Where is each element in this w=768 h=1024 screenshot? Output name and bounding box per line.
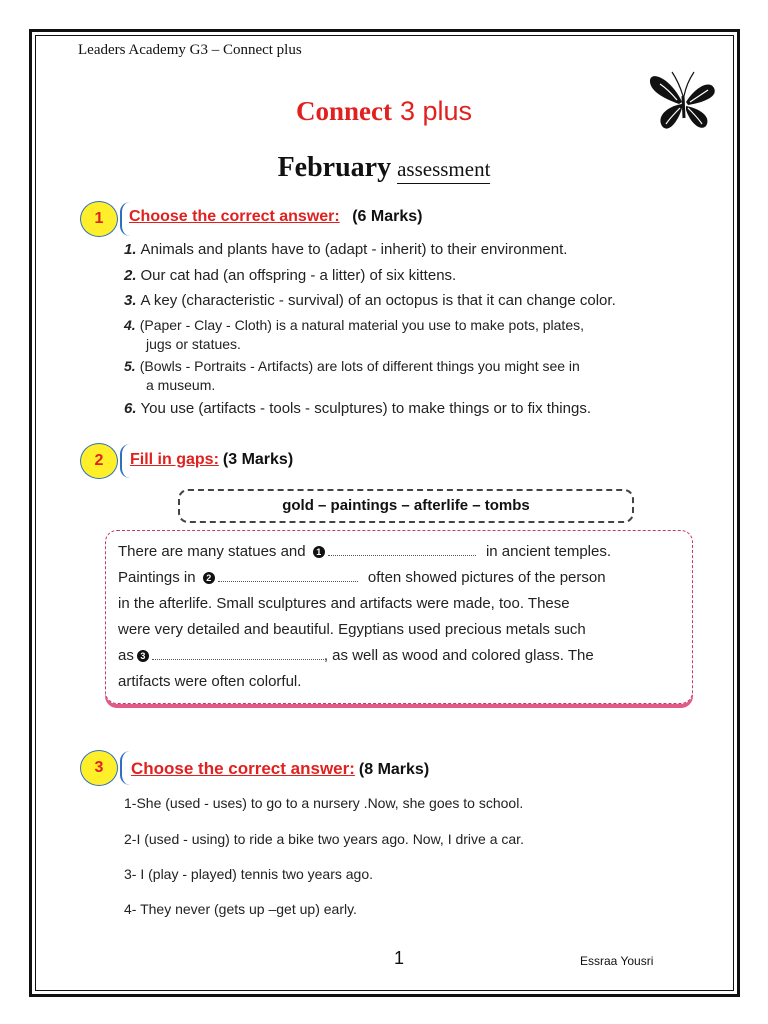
question-item (124, 240, 684, 259)
section3-bracket (120, 751, 130, 785)
author-name: Essraa Yousri (580, 954, 654, 968)
blank-marker-3: 3 (137, 650, 149, 662)
passage-line (118, 565, 682, 591)
question-item (124, 357, 684, 395)
question-item (124, 266, 684, 285)
question-text: Animals and plants have to (adapt - inherit) to their environment. (140, 241, 568, 258)
title-part2: 3 plus (399, 96, 473, 126)
section3-marks: (8 Marks) (358, 761, 430, 778)
passage-text: often showed pictures of the person (367, 569, 606, 586)
question-number: 4. (124, 317, 136, 333)
section2-bracket (120, 444, 130, 478)
passage-line: artifacts were often colorful. (118, 673, 302, 690)
passage-line: in the afterlife. Small sculptures and artifacts were made, too. These (118, 595, 570, 612)
blank-1[interactable] (328, 543, 476, 556)
question-item (124, 399, 684, 418)
question-continuation: jugs or statues. (146, 336, 241, 352)
passage-text: as (118, 647, 134, 664)
section2-heading (130, 451, 293, 469)
section1-marks: (6 Marks) (352, 208, 423, 225)
main-title (0, 96, 768, 127)
blank-marker-2: 2 (203, 572, 215, 584)
question-text: (Bowls - Portraits - Artifacts) are lots of different things you might see in (139, 358, 580, 374)
passage-text: Paintings in (118, 569, 196, 586)
passage-line: were very detailed and beautiful. Egyptians used precious metals such (118, 621, 586, 638)
section3-heading (131, 759, 429, 779)
passage-text: in ancient temples. (485, 543, 612, 560)
question-number: 5. (124, 358, 136, 374)
question-number: 3. (124, 292, 137, 309)
section2-marks: (3 Marks) (222, 451, 294, 468)
passage-text: , as well as wood and colored glass. The (323, 647, 594, 664)
section3-number-badge: 3 (80, 750, 118, 786)
blank-3[interactable] (152, 647, 324, 660)
list-item: 1-She (used - uses) to go to a nursery .Now, she goes to school. (124, 795, 524, 811)
section2-number-badge: 2 (80, 443, 118, 479)
list-item: 2-I (used - using) to ride a bike two years ago. Now, I drive a car. (124, 831, 524, 847)
question-number: 2. (124, 267, 137, 284)
question-number: 6. (124, 400, 137, 417)
question-item (124, 316, 684, 354)
page-number: 1 (394, 948, 405, 968)
question-text: You use (artifacts - tools - sculptures) to make things or to fix things. (140, 400, 591, 417)
section2-label: Fill in gaps: (130, 451, 219, 468)
subtitle-part1: February (277, 152, 392, 183)
list-item: 4- They never (gets up –get up) early. (124, 901, 357, 917)
word-bank: gold – paintings – afterlife – tombs (178, 489, 634, 523)
question-text: (Paper - Clay - Cloth) is a natural material you use to make pots, plates, (139, 317, 584, 333)
question-number: 1. (124, 241, 137, 258)
section3-label: Choose the correct answer: (131, 759, 355, 778)
question-continuation: a museum. (146, 377, 216, 393)
question-text: Our cat had (an offspring - a litter) of six kittens. (140, 267, 457, 284)
title-part1: Connect (295, 96, 392, 126)
header-text: Leaders Academy G3 – Connect plus (78, 42, 302, 58)
subtitle (0, 152, 768, 184)
passage-line (118, 539, 682, 565)
section1-number-badge: 1 (80, 201, 118, 237)
list-item: 3- I (play - played) tennis two years ago. (124, 866, 374, 882)
question-item (124, 291, 684, 310)
passage-text: There are many statues and (118, 543, 306, 560)
blank-marker-1: 1 (313, 546, 325, 558)
blank-2[interactable] (218, 569, 358, 582)
passage-box (105, 530, 693, 704)
passage-line (118, 643, 682, 669)
question-text: A key (characteristic - survival) of an octopus is that it can change color. (140, 292, 616, 309)
section1-heading (129, 208, 422, 226)
section1-label: Choose the correct answer: (129, 208, 340, 225)
subtitle-part2: assessment (397, 157, 490, 184)
